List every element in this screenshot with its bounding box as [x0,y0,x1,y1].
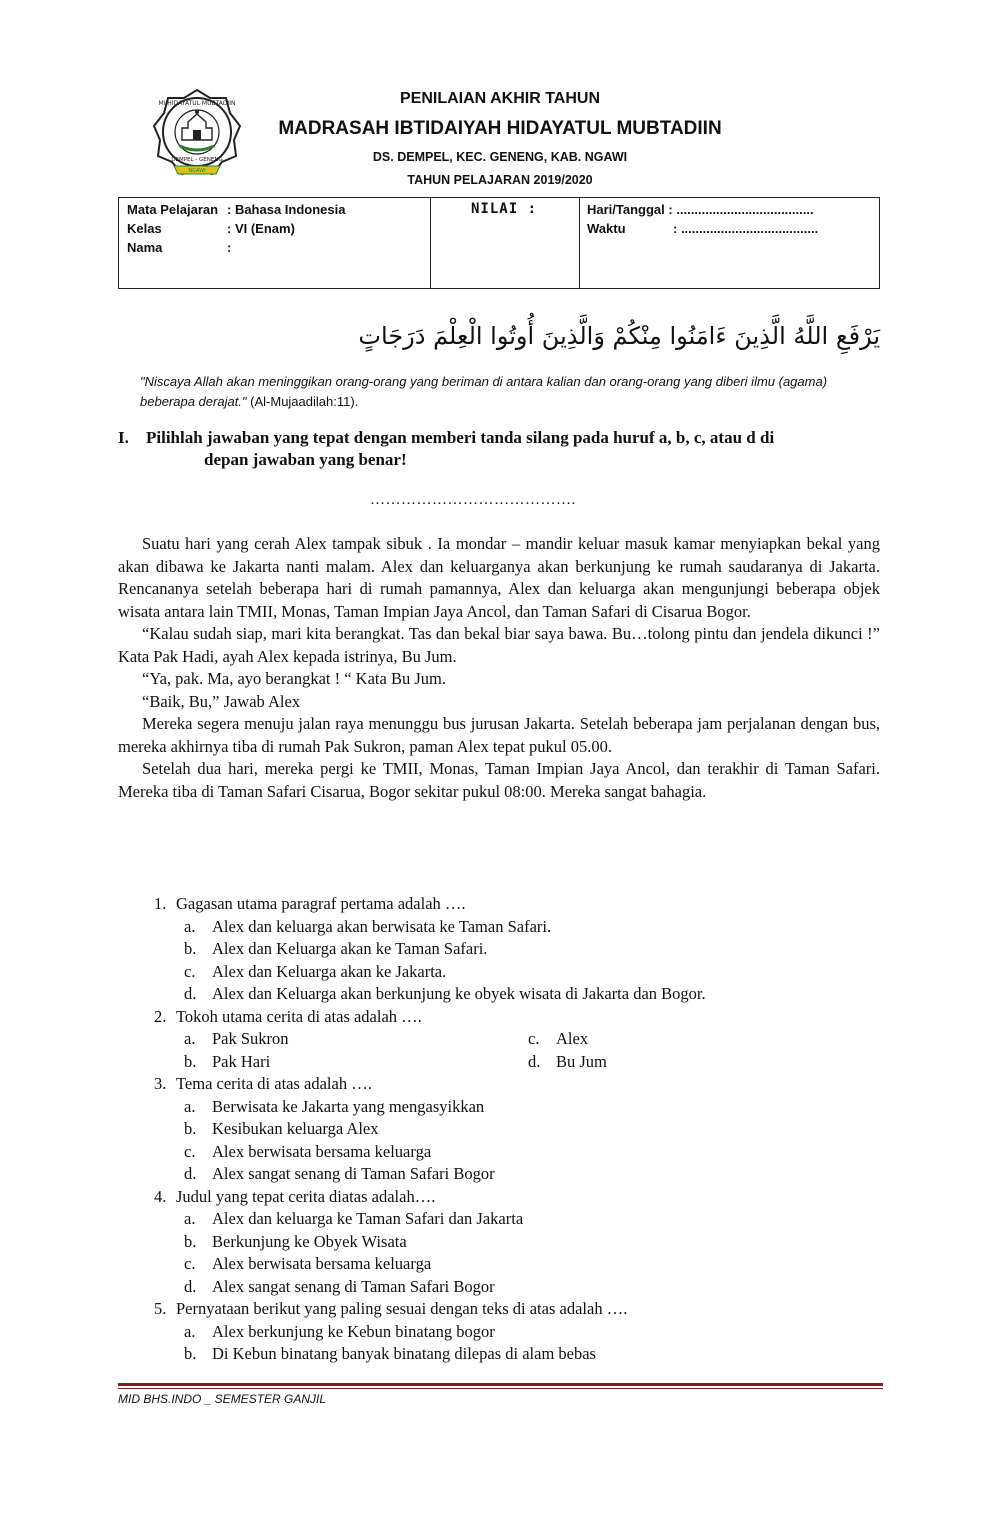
option-text: Bu Jum [556,1051,607,1071]
option-text: Alex dan keluarga ke Taman Safari dan Jakarta [212,1209,524,1228]
option-text: Alex dan Keluarga akan berkunjung ke obyek wisata di Jakarta dan Bogor. [212,984,706,1003]
option[interactable] [184,1118,894,1141]
section-number: I. [118,428,129,447]
option-letter[interactable]: d. [184,1276,197,1296]
option-text: Kesibukan keluarga Alex [212,1119,379,1138]
option-letter[interactable]: a. [184,1029,196,1048]
instruction-line-2: depan jawaban yang benar! [204,450,407,469]
option[interactable] [184,983,894,1006]
question-number: 2. [154,1006,167,1026]
time-label: Waktu [587,221,626,236]
option[interactable] [184,1141,894,1164]
option[interactable] [528,1051,872,1074]
option[interactable] [184,961,894,984]
instruction-line-1: Pilihlah jawaban yang tepat dengan memberi tanda silang pada huruf a, b, c, atau d di [146,428,775,447]
logo-bottom-text: DEMPEL - GENENG [171,157,223,163]
subject-label: Mata Pelajaran [127,202,219,217]
option[interactable] [184,1276,894,1299]
option-letter[interactable]: b. [184,939,197,958]
option-text: Berkunjung ke Obyek Wisata [212,1231,407,1251]
header-school-name: MADRASAH IBTIDAIYAH HIDAYATUL MUBTADIIN [278,118,722,139]
class-label: Kelas [127,221,162,236]
header-title-1: PENILAIAN AKHIR TAHUN [400,90,600,107]
option-text: Alex sangat senang di Taman Safari Bogor [212,1164,495,1183]
option[interactable] [184,1163,894,1186]
option[interactable] [184,1343,894,1366]
question-number: 1. [154,894,167,913]
option-letter[interactable]: c. [184,961,196,981]
question-text: Pernyataan berikut yang paling sesuai dengan teks di atas adalah …. [176,1299,628,1318]
question-text: Tokoh utama cerita di atas adalah …. [176,1006,422,1026]
footer-rule-thin [118,1388,883,1389]
option-letter[interactable]: c. [528,1029,540,1048]
option-letter[interactable]: d. [528,1051,541,1071]
option-letter[interactable]: b. [184,1051,197,1071]
story-paragraph: Mereka segera menuju jalan raya menunggu bus jurusan Jakarta. Setelah beberapa jam perjalanan dengan bus, mereka akhirnya tiba di rumah Pak Sukron, paman Alex tepat pukul 05.00. [118,714,880,756]
verse-translation [140,372,885,412]
option-letter[interactable]: b. [184,1119,197,1138]
question-number: 4. [154,1186,167,1206]
question-1 [154,893,894,916]
option[interactable] [184,1051,528,1074]
option-text: Alex dan Keluarga akan ke Jakarta. [212,961,447,981]
option-letter[interactable]: a. [184,1321,196,1341]
question-text: Tema cerita di atas adalah …. [176,1074,372,1093]
header-address: DS. DEMPEL, KEC. GENENG, KAB. NGAWI [372,150,628,164]
option-text: Pak Sukron [212,1029,289,1048]
name-field[interactable]: : [227,240,232,255]
question-3 [154,1073,894,1096]
option-text: Alex berwisata bersama keluarga [212,1254,432,1273]
instruction [118,427,883,471]
story-title-placeholder: …………………………………. [370,492,576,508]
story-paragraph: “Ya, pak. Ma, ayo berangkat ! “ Kata Bu Jum. [142,669,446,688]
story-text [118,533,880,803]
question-2 [154,1006,894,1029]
header-school-year: TAHUN PELAJARAN 2019/2020 [407,173,593,187]
option[interactable] [184,938,894,961]
question-5 [154,1298,894,1321]
date-field[interactable]: Hari/Tanggal : ...................................... [587,202,814,217]
option[interactable] [184,1321,894,1344]
story-paragraph: “Baik, Bu,” Jawab Alex [142,691,301,711]
question-text: Judul yang tepat cerita diatas adalah…. [176,1186,436,1206]
option-letter[interactable]: c. [184,1141,196,1161]
option-text: Pak Hari [212,1051,271,1071]
option-letter[interactable]: c. [184,1254,196,1273]
score-label: NILAI : [471,201,538,217]
option[interactable] [184,1028,528,1051]
verse-source: (Al-Mujaadilah:11). [246,394,359,409]
option-letter[interactable]: a. [184,1096,196,1116]
option[interactable] [528,1028,872,1051]
question-list [154,893,894,1366]
story-paragraph: “Kalau sudah siap, mari kita berangkat. Tas dan bekal biar saya bawa. Bu…tolong pintu dan jendela dikunci !” Kata Pak Hadi, ayah Alex kepada istrinya, Bu Jum. [118,624,880,666]
option[interactable] [184,1096,894,1119]
class-value: : VI (Enam) [227,221,295,236]
option-letter[interactable]: b. [184,1231,197,1251]
time-field[interactable]: : ...................................... [673,221,819,236]
name-label: Nama [127,240,163,255]
option[interactable] [184,1208,894,1231]
option-text: Alex berkunjung ke Kebun binatang bogor [212,1321,495,1341]
option-text: Alex dan Keluarga akan ke Taman Safari. [212,939,488,958]
option[interactable] [184,1253,894,1276]
question-text: Gagasan utama paragraf pertama adalah …. [176,894,466,913]
story-paragraph: Setelah dua hari, mereka pergi ke TMII, Monas, Taman Impian Jaya Ancol, dan terakhir di Taman Safari. Mereka tiba di Taman Safari Cisarua, Bogor sekitar pukul 08:00. Mereka sangat bahagia. [118,759,880,801]
translation-text: "Niscaya Allah akan meninggikan orang-orang yang beriman di antara kalian dan orang-orang yang diberi ilmu (agama) beberapa derajat." [140,374,828,409]
logo-top-text: MI HIDAYATUL MUBTADIIN [158,100,236,107]
question-number: 5. [154,1299,167,1318]
option-text: Alex [556,1029,589,1048]
info-table [118,197,880,289]
arabic-verse: يَرْفَعِ اللَّهُ الَّذِينَ ءَامَنُوا مِنْكُمْ وَالَّذِينَ أُوتُوا الْعِلْمَ دَرَجَاتٍ [358,322,880,350]
logo-ribbon-text: NGAWI [188,168,206,174]
footer-rule [118,1383,883,1386]
option-letter[interactable]: b. [184,1344,197,1363]
footer-text: MID BHS.INDO _ SEMESTER GANJIL [118,1392,327,1406]
option-text: Alex berwisata bersama keluarga [212,1141,432,1161]
option-text: Alex dan keluarga akan berwisata ke Taman Safari. [212,916,552,936]
option-letter[interactable]: d. [184,984,197,1003]
option[interactable] [184,916,894,939]
option-text: Berwisata ke Jakarta yang mengasyikkan [212,1096,485,1116]
question-number: 3. [154,1074,167,1093]
question-4 [154,1186,894,1209]
story-paragraph: Suatu hari yang cerah Alex tampak sibuk . Ia mondar – mandir keluar masuk kamar menyiapkan bekal yang akan dibawa ke Jakarta nanti malam. Alex dan keluarganya akan berkunjung ke rumah saudaranya di Jakarta. Rencananya setelah beberapa hari di rumah pamannya, Alex dan keluarga akan mengunjungi beberapa objek wisata antara lain TMII, Monas, Taman Impian Jaya Ancol, dan Taman Safari di Cisarua Bogor. [118,534,880,621]
option-letter[interactable]: d. [184,1164,197,1183]
option-text: Di Kebun binatang banyak binatang dilepas di alam bebas [212,1344,596,1363]
option-letter[interactable]: a. [184,916,196,936]
subject-value: : Bahasa Indonesia [227,202,346,217]
option-letter[interactable]: a. [184,1209,196,1228]
school-logo-icon [152,88,242,183]
option-text: Alex sangat senang di Taman Safari Bogor [212,1276,495,1296]
option[interactable] [184,1231,894,1254]
